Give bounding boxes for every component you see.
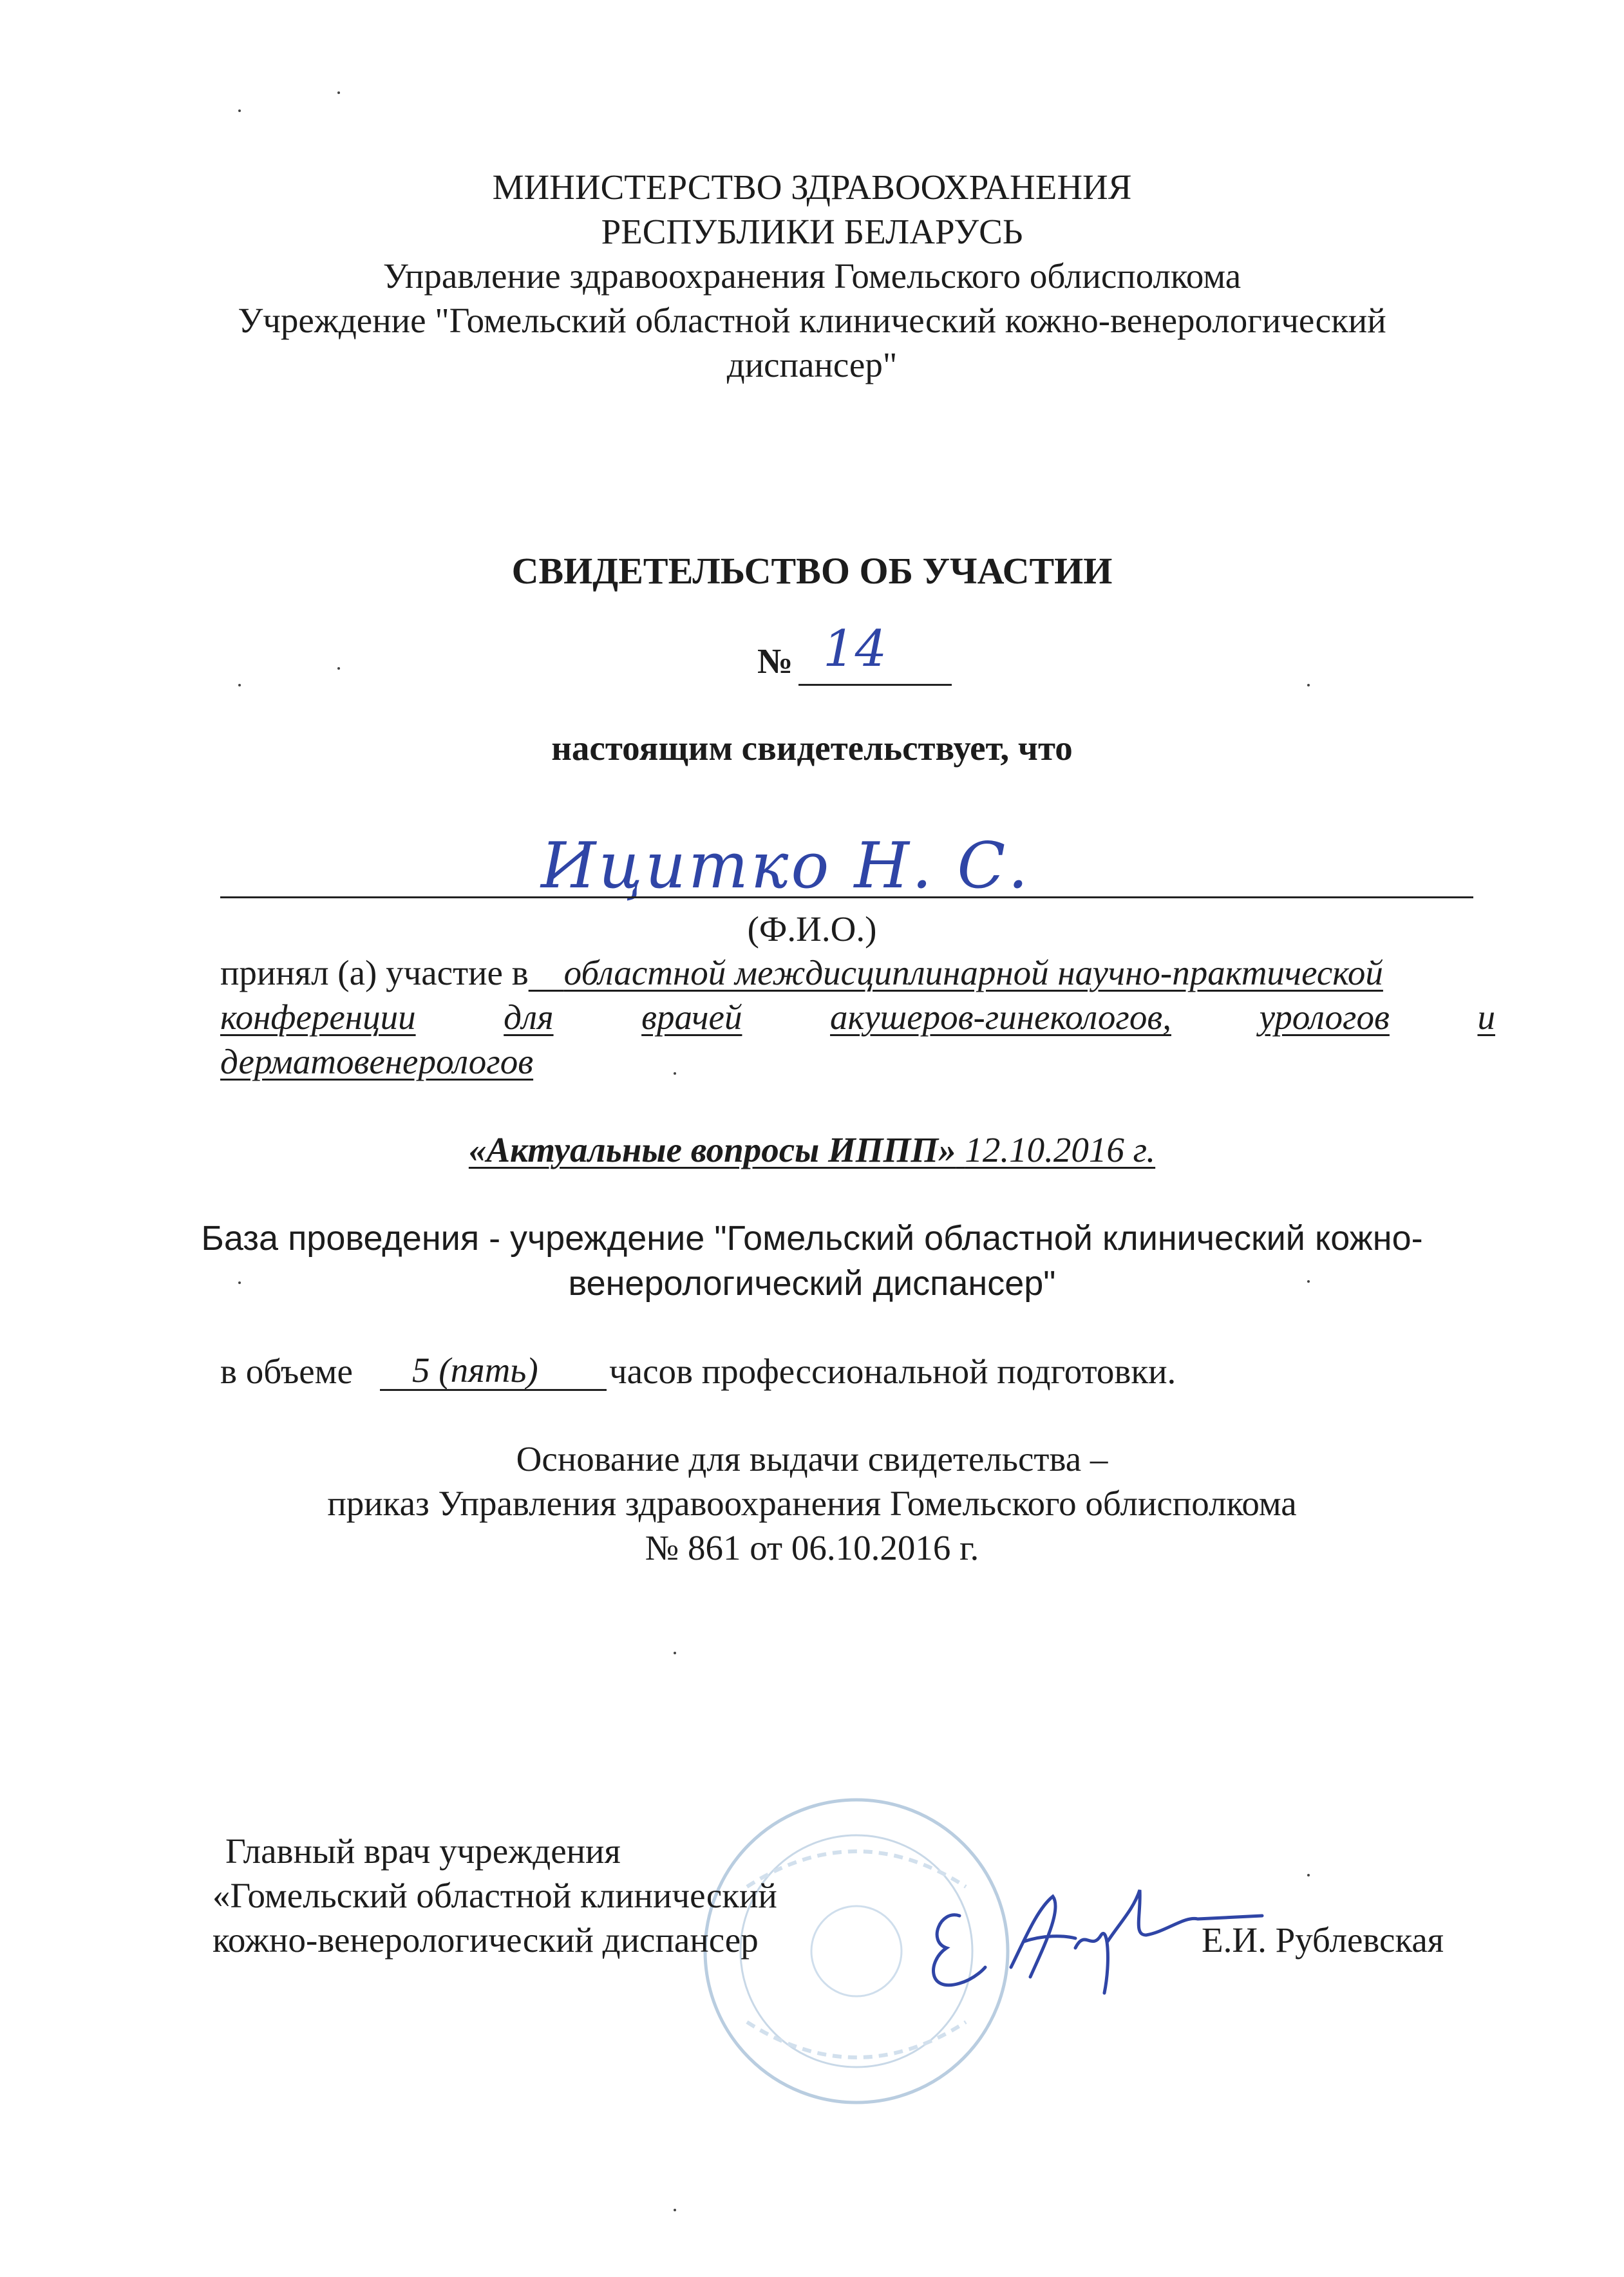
participation-line-1 (220, 952, 1495, 994)
signer-position-3: кожно-венерологический диспансер (212, 1920, 759, 1960)
ministry-line-2: РЕСПУБЛИКИ БЕЛАРУСЬ (601, 212, 1023, 251)
event-word: и (1477, 997, 1495, 1037)
signer-position-2: «Гомельский областной клинический (212, 1876, 777, 1915)
institution-line-1: Учреждение "Гомельский областной клинический кожно-венерологический (238, 301, 1386, 340)
number-value: 14 (823, 620, 887, 678)
conference-title-line (0, 1129, 1624, 1171)
signer-position-1: Главный врач учреждения (225, 1831, 621, 1871)
participation-prefix: принял (а) участие в (220, 953, 529, 992)
event-word: урологов (1259, 997, 1390, 1037)
participation-line-2 (220, 996, 1495, 1039)
certifies-text: настоящим свидетельствует, что (551, 728, 1073, 768)
ministry-line-1: МИНИСТЕРСТВО ЗДРАВООХРАНЕНИЯ (492, 167, 1132, 207)
number-label: № (757, 641, 793, 681)
scan-speck (674, 1072, 676, 1075)
volume-prefix: в объеме (220, 1352, 353, 1391)
event-word: для (504, 997, 554, 1037)
scan-speck (238, 1281, 241, 1284)
conference-date: 12.10.2016 г. (965, 1130, 1156, 1169)
participant-name: Ицитко Н. С. (541, 829, 1031, 903)
scan-speck (337, 91, 340, 94)
signer-name: Е.И. Рублевская (1202, 1920, 1444, 1960)
name-caption: (Ф.И.О.) (747, 909, 877, 949)
volume-suffix: часов профессиональной подготовки. (609, 1352, 1176, 1391)
department-line: Управление здравоохранения Гомельского облисполкома (382, 256, 1242, 296)
venue-line-2: венерологический диспансер" (568, 1264, 1056, 1303)
basis-line-1: Основание для выдачи свидетельства – (516, 1439, 1108, 1479)
name-underline (220, 896, 1473, 898)
event-line-3: дерматовенерологов (220, 1042, 534, 1081)
scan-speck (1307, 1874, 1310, 1876)
scan-speck (238, 109, 241, 112)
scan-speck (337, 667, 340, 670)
scan-speck (674, 1652, 676, 1654)
conference-title: «Актуальные вопросы ИППП» (468, 1130, 956, 1169)
basis-line-2: приказ Управления здравоохранения Гомельского облисполкома (327, 1484, 1297, 1523)
event-word: конференции (220, 997, 416, 1037)
scan-speck (1307, 1280, 1310, 1283)
scan-speck (238, 684, 241, 686)
number-underline (798, 684, 952, 686)
scan-speck (674, 2209, 676, 2211)
event-word: акушеров-гинекологов, (830, 997, 1171, 1037)
volume-hours: 5 (пять) (412, 1350, 538, 1390)
scan-speck (1307, 684, 1310, 686)
basis-line-3: № 861 от 06.10.2016 г. (645, 1528, 979, 1567)
event-word: врачей (641, 997, 742, 1037)
venue-line-1: База проведения - учреждение "Гомельский областной клинический кожно- (201, 1219, 1423, 1258)
certificate-title: СВИДЕТЕЛЬСТВО ОБ УЧАСТИИ (511, 550, 1113, 592)
institution-line-2: диспансер" (726, 345, 898, 384)
event-line-1: областной междисциплинарной научно-практической (563, 953, 1383, 992)
